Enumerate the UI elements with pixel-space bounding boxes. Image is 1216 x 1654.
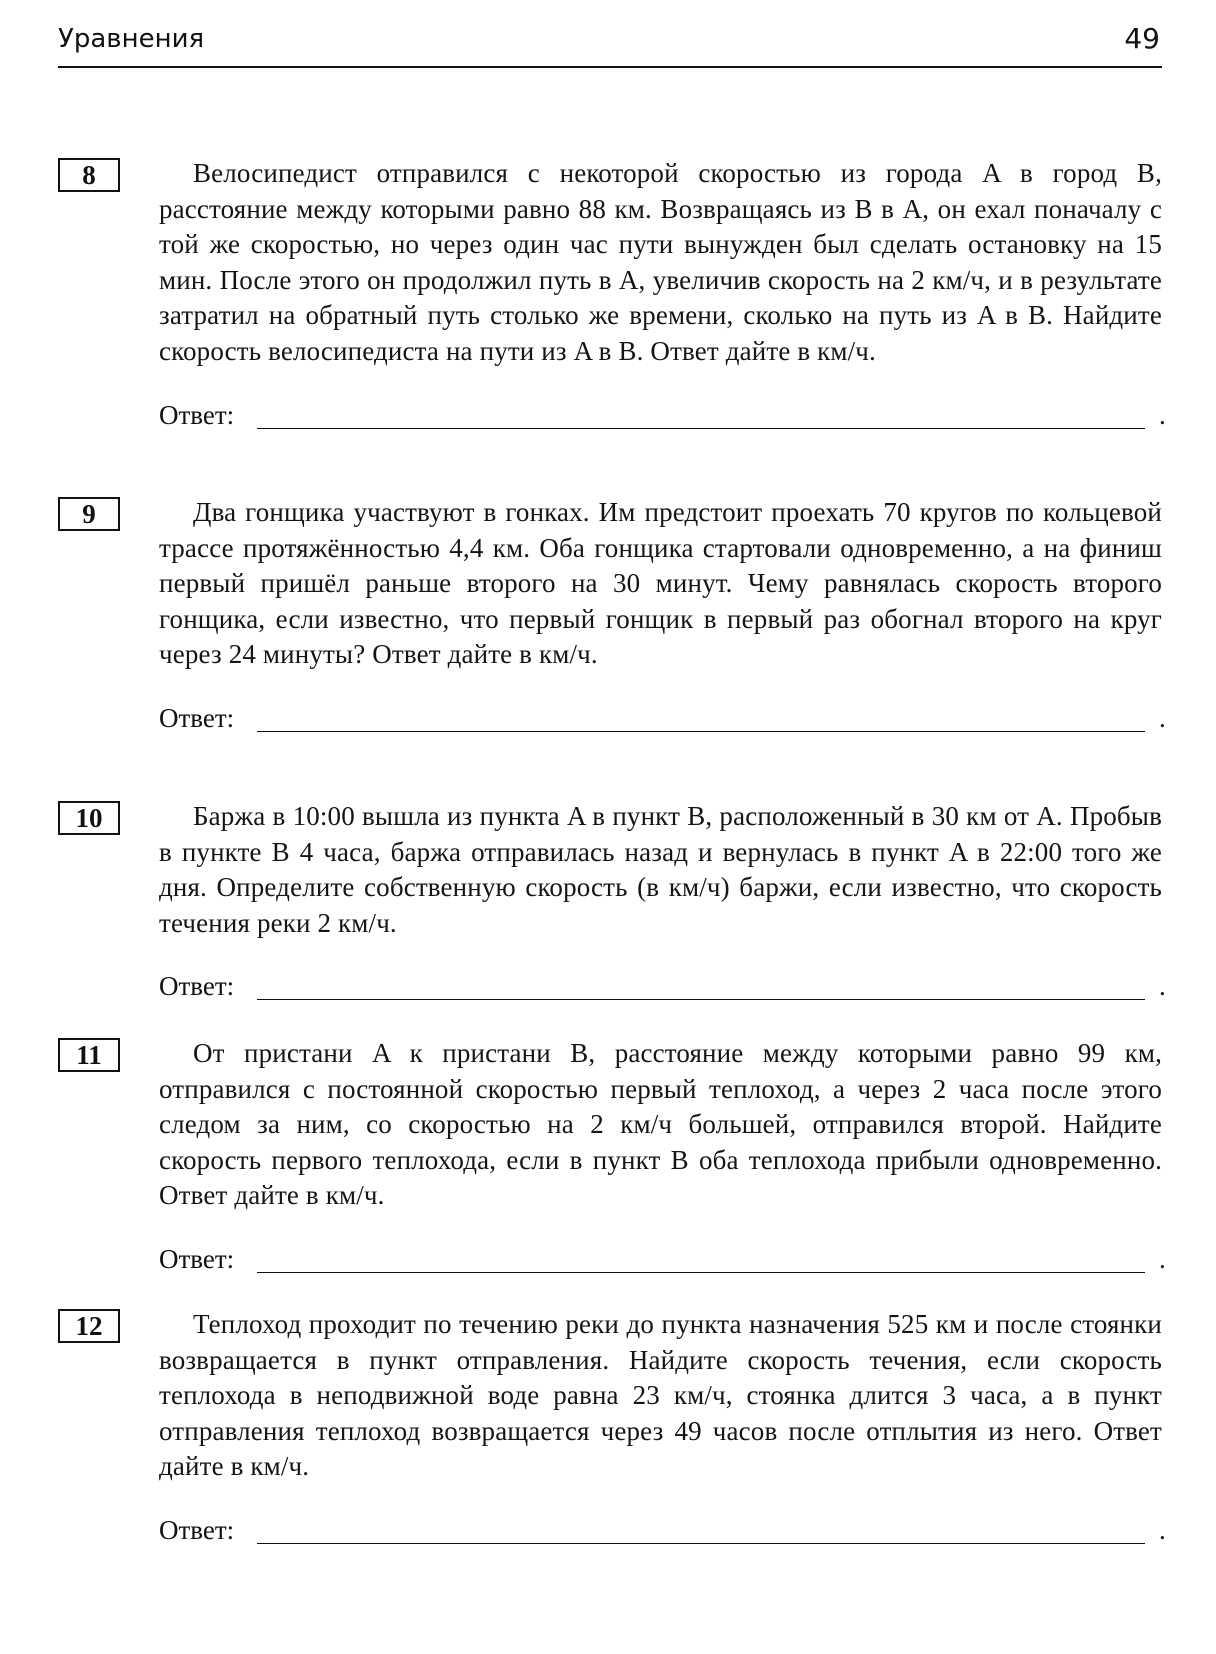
problem-11 <box>58 1036 1166 1280</box>
answer-row <box>159 971 1166 1007</box>
answer-row <box>159 399 1166 436</box>
problem-text: Теплоход проходит по течению реки до пункта назначения 525 км и после стоянки возвращается в пункт отправления. Найдите скорость течения, если скорость теплохода в неподвижной воде равна 23 км/ч, стоянка длится 3 часа, а в пункт отправления теплоход возвращается через 49 часов после отплытия из него. Ответ дайте в км/ч. <box>159 1309 1162 1482</box>
answer-label: Ответ: <box>159 1514 235 1545</box>
answer-period: . <box>1159 702 1166 733</box>
answer-field[interactable] <box>257 1272 1145 1273</box>
page-header <box>58 22 1162 68</box>
problem-number: 8 <box>58 158 120 192</box>
answer-field[interactable] <box>257 428 1145 429</box>
section-title: Уравнения <box>58 24 205 54</box>
answer-period: . <box>1159 1243 1166 1274</box>
problem-8 <box>58 156 1166 436</box>
page-number: 49 <box>1124 22 1160 55</box>
problem-text: От пристани A к пристани B, расстояние между которыми равно 99 км, отправился с постоянной скоростью первый теплоход, а через 2 часа после этого следом за ним, со скоростью на 2 км/ч большей, отправился второй. Найдите скорость первого теплохода, если в пункт B оба теплохода прибыли одновременно. Ответ дайте в км/ч. <box>159 1038 1162 1211</box>
problem-number: 10 <box>58 801 120 835</box>
problem-text: Два гонщика участвуют в гонках. Им предстоит проехать 70 кругов по кольцевой трассе протяжённостью 4,4 км. Оба гонщика стартовали одновременно, а на финиш первый пришёл раньше второго на 30 минут. Чему равнялась скорость второго гонщика, если известно, что первый гонщик в первый раз обогнал второго на круг через 24 минуты? Ответ дайте в км/ч. <box>159 497 1162 670</box>
problem-number: 12 <box>58 1309 120 1343</box>
answer-period: . <box>1159 971 1166 1002</box>
problem-10 <box>58 799 1166 1007</box>
answer-row <box>159 1514 1166 1551</box>
problem-12 <box>58 1307 1166 1551</box>
answer-row <box>159 1243 1166 1280</box>
problem-text: Велосипедист отправился с некоторой скоростью из города A в город B, расстояние между которыми равно 88 км. Возвращаясь из B в A, он ехал поначалу с той же скоростью, но через один час пути вынужден был сделать остановку на 15 мин. После этого он продолжил путь в A, увеличив скорость на 2 км/ч, и в результате затратил на обратный путь столько же времени, сколько на путь из A в B. Найдите скорость велосипедиста на пути из A в B. Ответ дайте в км/ч. <box>159 158 1162 366</box>
problem-number: 9 <box>58 497 120 531</box>
problem-text: Баржа в 10:00 вышла из пункта A в пункт B, расположенный в 30 км от A. Пробыв в пункте B 4 часа, баржа отправилась назад и вернулась в пункт A в 22:00 того же дня. Определите собственную скорость (в км/ч) баржи, если известно, что скорость течения реки 2 км/ч. <box>159 801 1162 938</box>
answer-row <box>159 702 1166 739</box>
problem-9 <box>58 495 1166 739</box>
answer-label: Ответ: <box>159 971 235 1002</box>
answer-label: Ответ: <box>159 1243 235 1274</box>
problem-number: 11 <box>58 1038 120 1072</box>
answer-label: Ответ: <box>159 702 235 733</box>
answer-period: . <box>1159 399 1166 430</box>
answer-period: . <box>1159 1514 1166 1545</box>
answer-field[interactable] <box>257 999 1145 1000</box>
answer-field[interactable] <box>257 731 1145 732</box>
answer-field[interactable] <box>257 1543 1145 1544</box>
answer-label: Ответ: <box>159 399 235 430</box>
